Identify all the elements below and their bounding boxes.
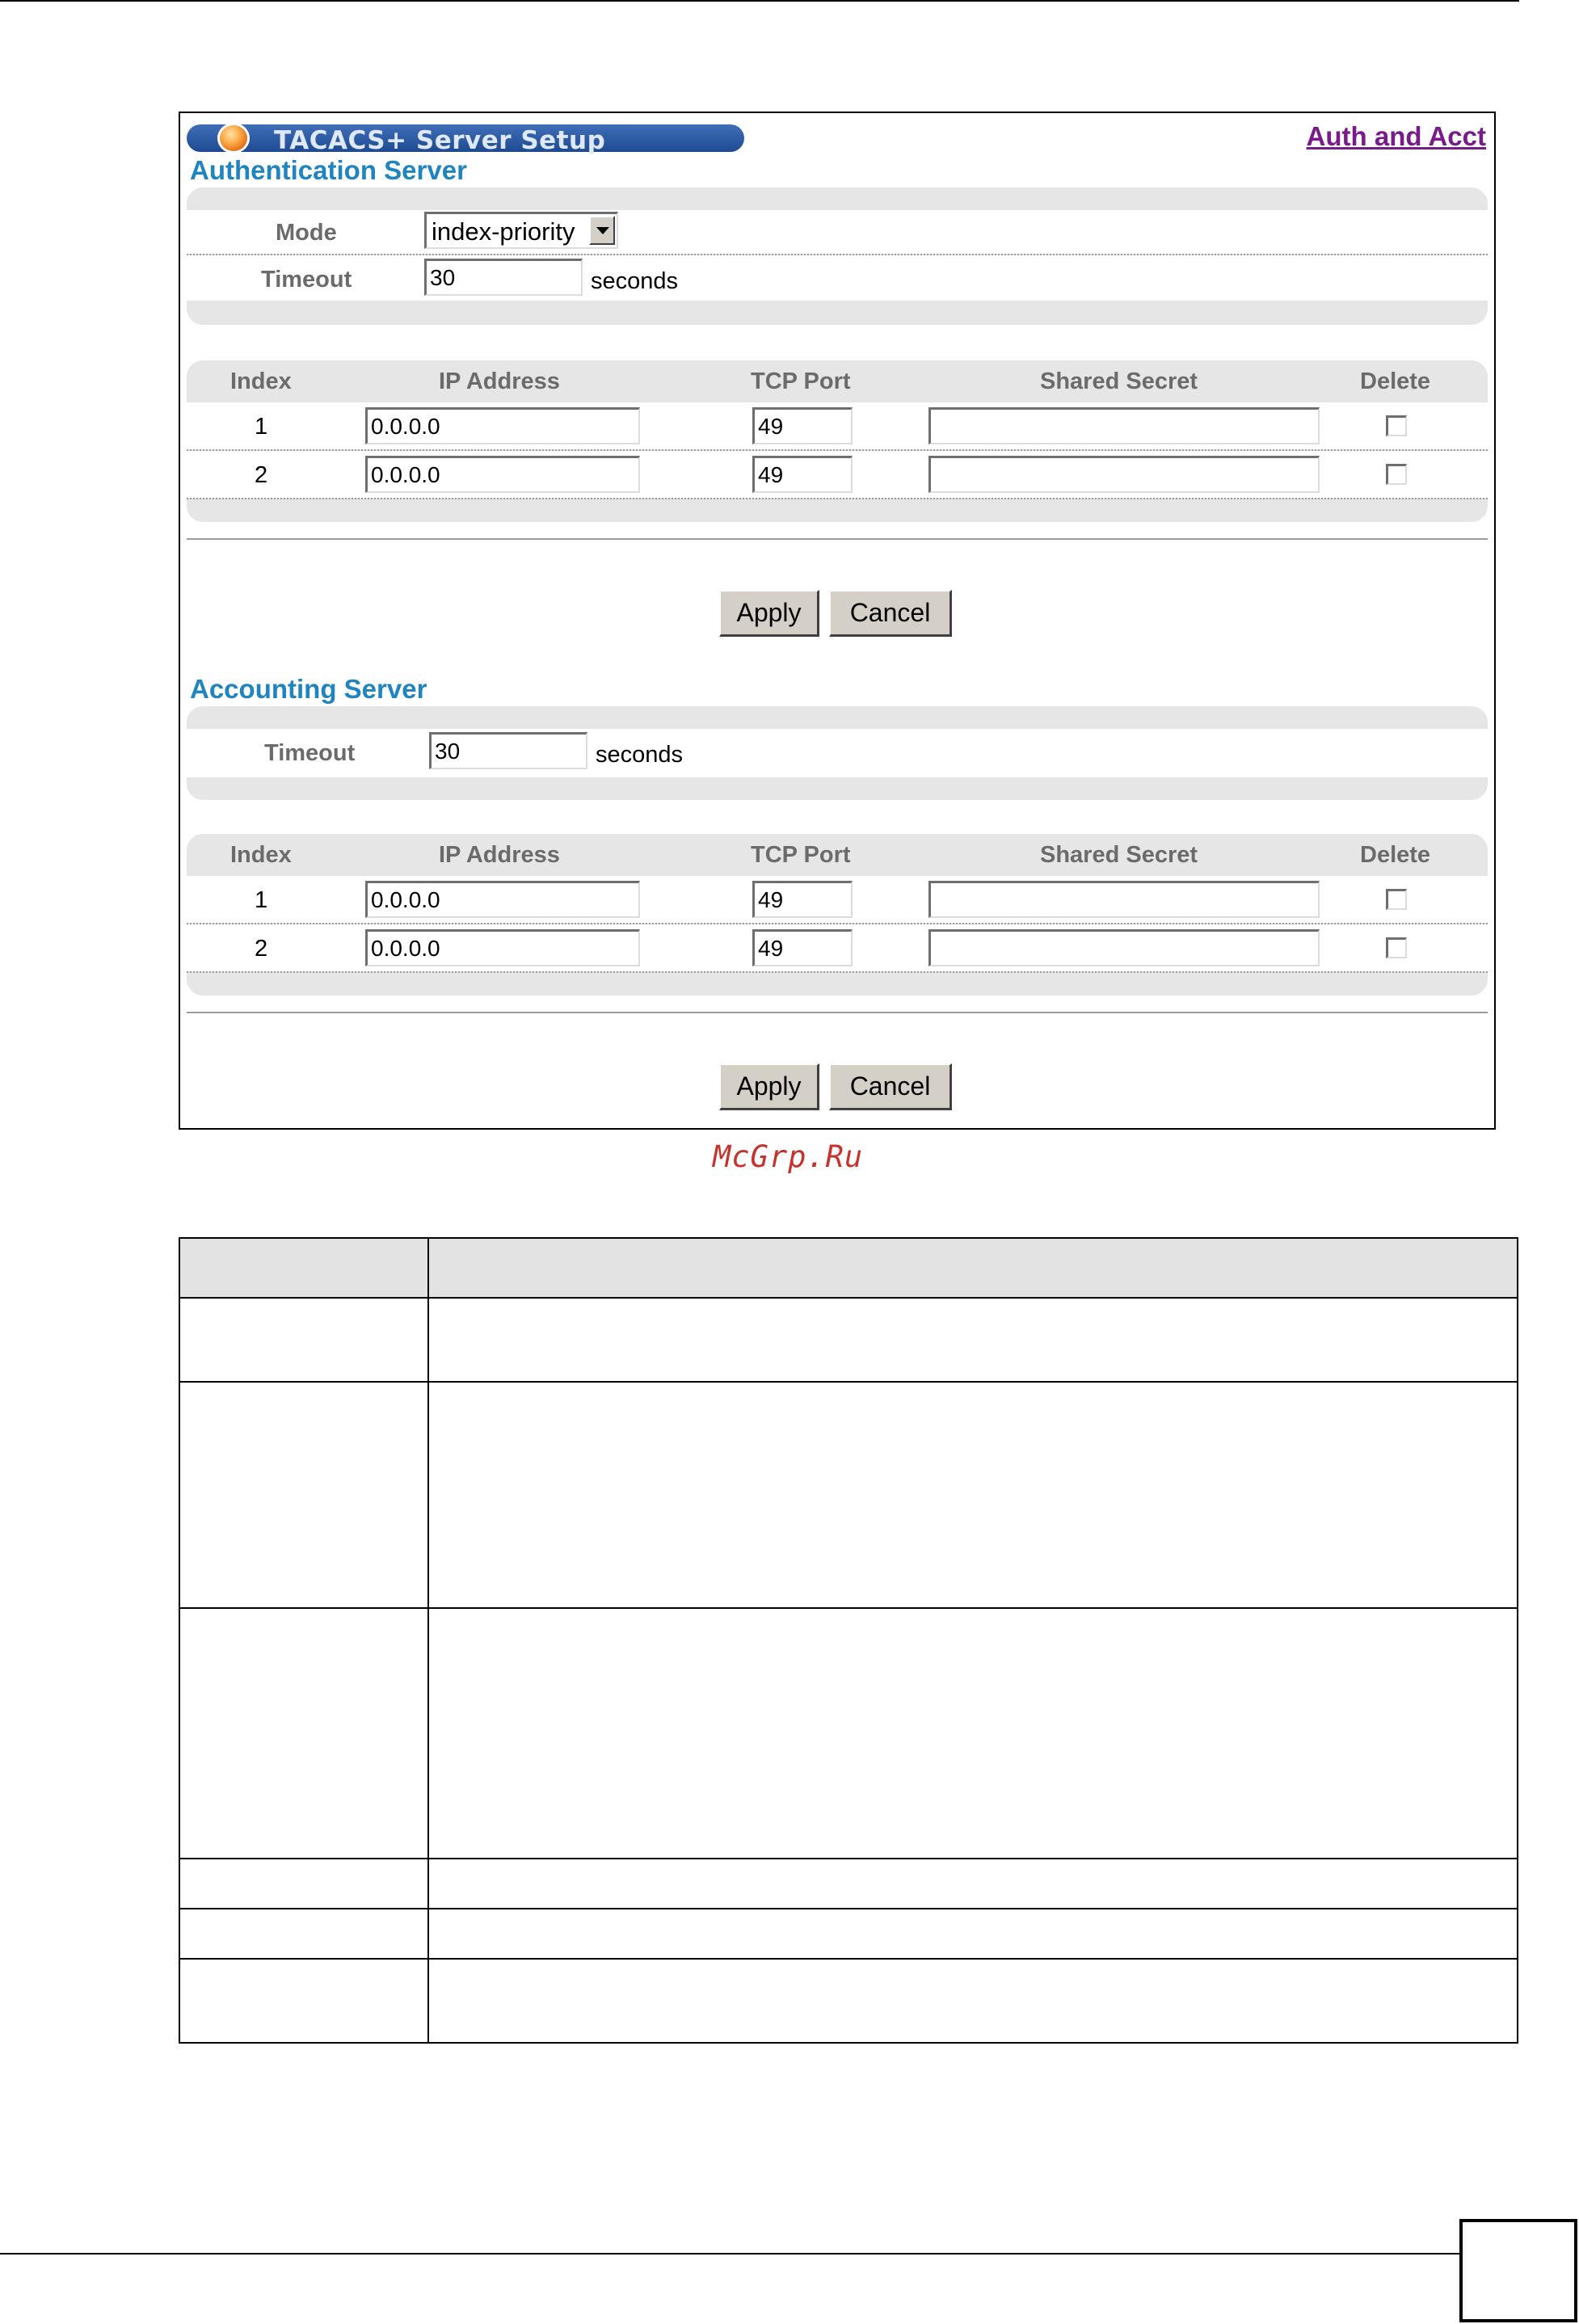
panel-title-bar [187,124,744,155]
delete-checkbox[interactable] [1386,889,1407,910]
panel-title: TACACS+ Server Setup [274,126,606,155]
acct-apply-button[interactable]: Apply [719,1063,819,1110]
page-number-box [1459,2219,1577,2322]
col-tcp-port: TCP Port [751,368,851,394]
row-index: 1 [255,887,268,913]
description-table [179,1237,1518,2044]
divider [187,1012,1488,1013]
col-ip-address: IP Address [439,842,560,868]
auth-apply-button[interactable]: Apply [719,590,819,637]
table-row [187,876,1488,923]
row-index: 1 [255,414,268,440]
delete-checkbox[interactable] [1386,415,1407,436]
shared-secret-input[interactable] [928,407,1320,444]
authentication-server-title: Authentication Server [190,155,467,185]
auth-server-table [187,360,1488,522]
col-index: Index [230,842,292,868]
auth-and-acct-link[interactable]: Auth and Acct [1306,121,1486,151]
ip-address-input[interactable] [365,456,640,493]
acct-timeout-input[interactable] [429,732,587,769]
tacacs-server-setup-panel [179,112,1496,1130]
col-ip-address: IP Address [439,368,560,394]
tcp-port-input[interactable] [752,407,853,444]
table-row [179,1859,1518,1909]
top-rule [0,0,1519,2]
ip-address-input[interactable] [365,929,640,966]
col-delete: Delete [1360,842,1431,868]
footer-rule [0,2253,1459,2255]
watermark: McGrp.Ru [713,1139,864,1174]
auth-timeout-input[interactable] [424,259,583,296]
auth-cancel-button[interactable]: Cancel [829,590,952,637]
table-row [179,1298,1518,1382]
timeout-unit: seconds [596,742,684,768]
table-row [187,924,1488,971]
col-delete: Delete [1360,368,1431,394]
acct-settings-box [187,706,1488,800]
table-row [179,1382,1518,1608]
row-index: 2 [255,936,268,962]
chevron-down-icon[interactable] [589,216,615,245]
shared-secret-input[interactable] [928,456,1320,493]
accounting-server-title: Accounting Server [190,674,427,704]
table-row [187,451,1488,498]
acct-server-table [187,834,1488,996]
table-row [179,1959,1518,2043]
col-tcp-port: TCP Port [751,842,851,868]
table-row [179,1608,1518,1859]
tcp-port-input[interactable] [752,929,853,966]
mode-select[interactable] [424,212,618,249]
row-index: 2 [255,462,268,488]
table-row [187,402,1488,449]
mode-label: Mode [276,220,337,246]
delete-checkbox[interactable] [1386,937,1407,958]
timeout-unit: seconds [591,268,679,294]
col-index: Index [230,368,292,394]
shared-secret-input[interactable] [928,881,1320,918]
table-header-row [179,1238,1518,1298]
tcp-port-input[interactable] [752,456,853,493]
table-row [179,1909,1518,1959]
mode-select-value: index-priority [432,217,575,246]
auth-settings-box [187,187,1488,325]
col-shared-secret: Shared Secret [1040,368,1198,394]
divider [187,538,1488,540]
timeout-label: Timeout [261,267,352,293]
orb-icon [217,123,250,154]
ip-address-input[interactable] [365,407,640,444]
col-shared-secret: Shared Secret [1040,842,1198,868]
acct-cancel-button[interactable]: Cancel [829,1063,952,1110]
delete-checkbox[interactable] [1386,464,1407,485]
timeout-label: Timeout [264,740,356,766]
shared-secret-input[interactable] [928,929,1320,966]
tcp-port-input[interactable] [752,881,853,918]
ip-address-input[interactable] [365,881,640,918]
